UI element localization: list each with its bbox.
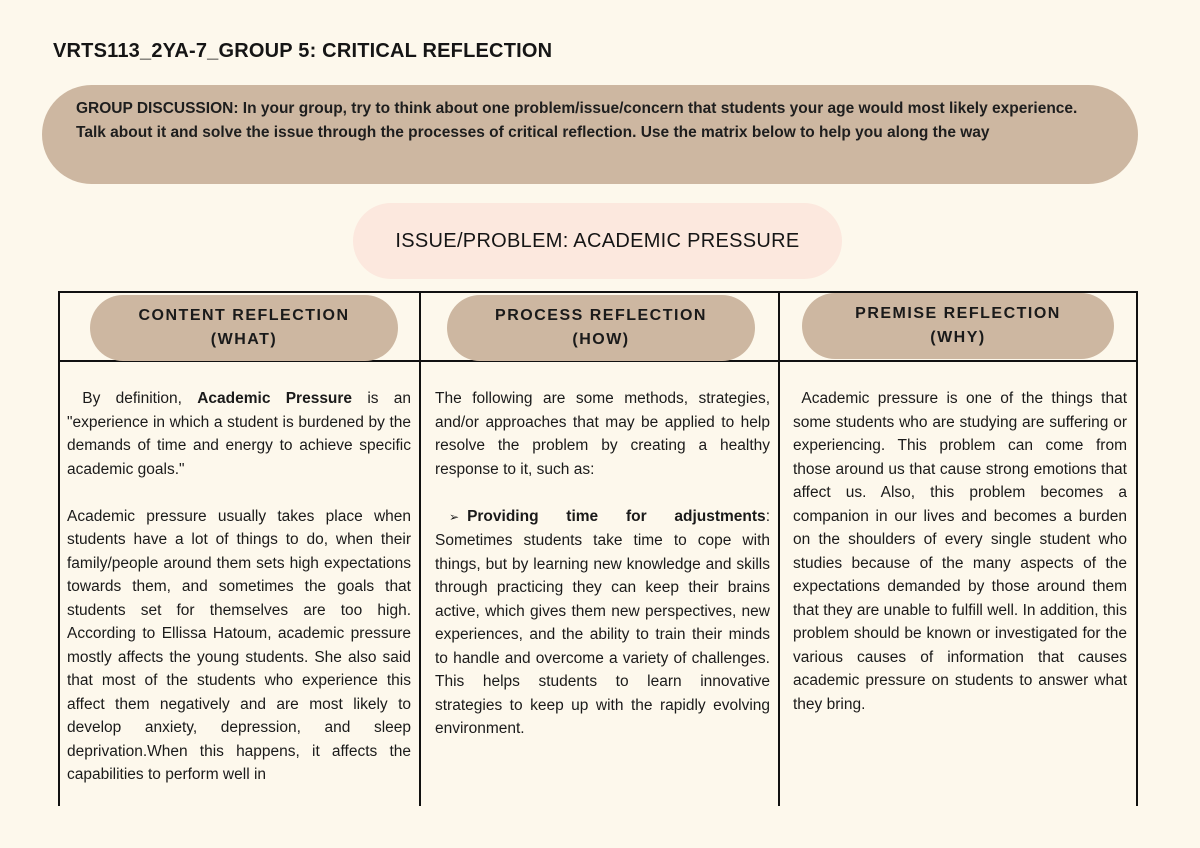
process-reflection-column: [419, 293, 780, 806]
process-reflection-header: [447, 295, 755, 361]
premise-reflection-column: [778, 293, 1137, 806]
content-paragraph-1: [67, 387, 411, 481]
content-heading-line1: CONTENT REFLECTION: [138, 307, 350, 324]
premise-paragraph-1: [793, 387, 1127, 716]
process-reflection-body: [435, 387, 770, 741]
document-title: VRTS113_2YA-7_GROUP 5: CRITICAL REFLECTION: [53, 40, 553, 62]
process-bullet-text: : Sometimes students take time to cope with things, but by learning new knowledge and skills through practicing they can keep their brains active, which gives them new perspectives, new experiences, and the ability to train their minds to handle and overcome a variety of challenges. This helps students to learn innovative strategies to keep up with the rapidly evolving environment.: [435, 507, 770, 737]
premise-p1-text: Academic pressure is one of the things that some students who are studying are suffering or experiencing. This problem can come from those around us that cause strong emotions that affect us. Also, this problem becomes a companion in our lives and becomes a burden on the shoulders of every single student who studies because of the many aspects of the expectations demanded by those around them that they are unable to fulfill well. In addition, this problem should be known or investigated for the various causes of information that causes academic pressure on students to answer what they bring.: [793, 390, 1128, 713]
premise-reflection-header: [802, 293, 1114, 359]
content-p1-bold: Academic Pressure: [197, 390, 353, 407]
content-p1-suffix: is an "experience in which a student is burdened by the demands of time and energy to achieve specific academic goals.": [67, 390, 412, 478]
issue-text: ISSUE/PROBLEM: ACADEMIC PRESSURE: [395, 229, 800, 252]
instruction-box: [42, 85, 1138, 184]
content-reflection-header: [90, 295, 398, 361]
content-reflection-body: [67, 387, 411, 787]
process-bullet-title: Providing time for adjustments: [467, 507, 766, 525]
instruction-text: GROUP DISCUSSION: In your group, try to think about one problem/issue/concern that students your age would most likely experience. Talk about it and solve the issue through the processes of critical reflection. Use the matrix below to help you along the way: [76, 100, 1078, 141]
process-paragraph-1: The following are some methods, strategies, and/or approaches that may be applied to help resolve the problem by creating a healthy response to it, such as:: [435, 390, 770, 478]
process-bullet-item: [435, 505, 770, 741]
content-p1-prefix: By definition,: [82, 390, 198, 407]
process-heading-line2: (HOW): [572, 331, 630, 348]
premise-heading-line1: PREMISE REFLECTION: [855, 305, 1061, 322]
content-reflection-column: [60, 293, 419, 806]
content-heading-line2: (WHAT): [210, 331, 278, 348]
issue-banner: [353, 203, 842, 279]
content-paragraph-2: Academic pressure usually takes place when students have a lot of things to do, when their family/people around them sets high expectations towards them, and sometimes the goals that students set for themselves are too high. According to Ellissa Hatoum, academic pressure mostly affects the young students. She also said that most of the students who experience this affect them negatively and are most likely to develop anxiety, depression, and sleep deprivation.When this happens, it affects the capabilities to perform well in: [67, 507, 411, 783]
premise-reflection-body: [793, 387, 1127, 716]
process-heading-line1: PROCESS REFLECTION: [495, 307, 707, 324]
arrowhead-bullet-icon: ➢: [449, 509, 460, 524]
premise-heading-line2: (WHY): [930, 329, 986, 346]
reflection-matrix: [58, 291, 1138, 806]
